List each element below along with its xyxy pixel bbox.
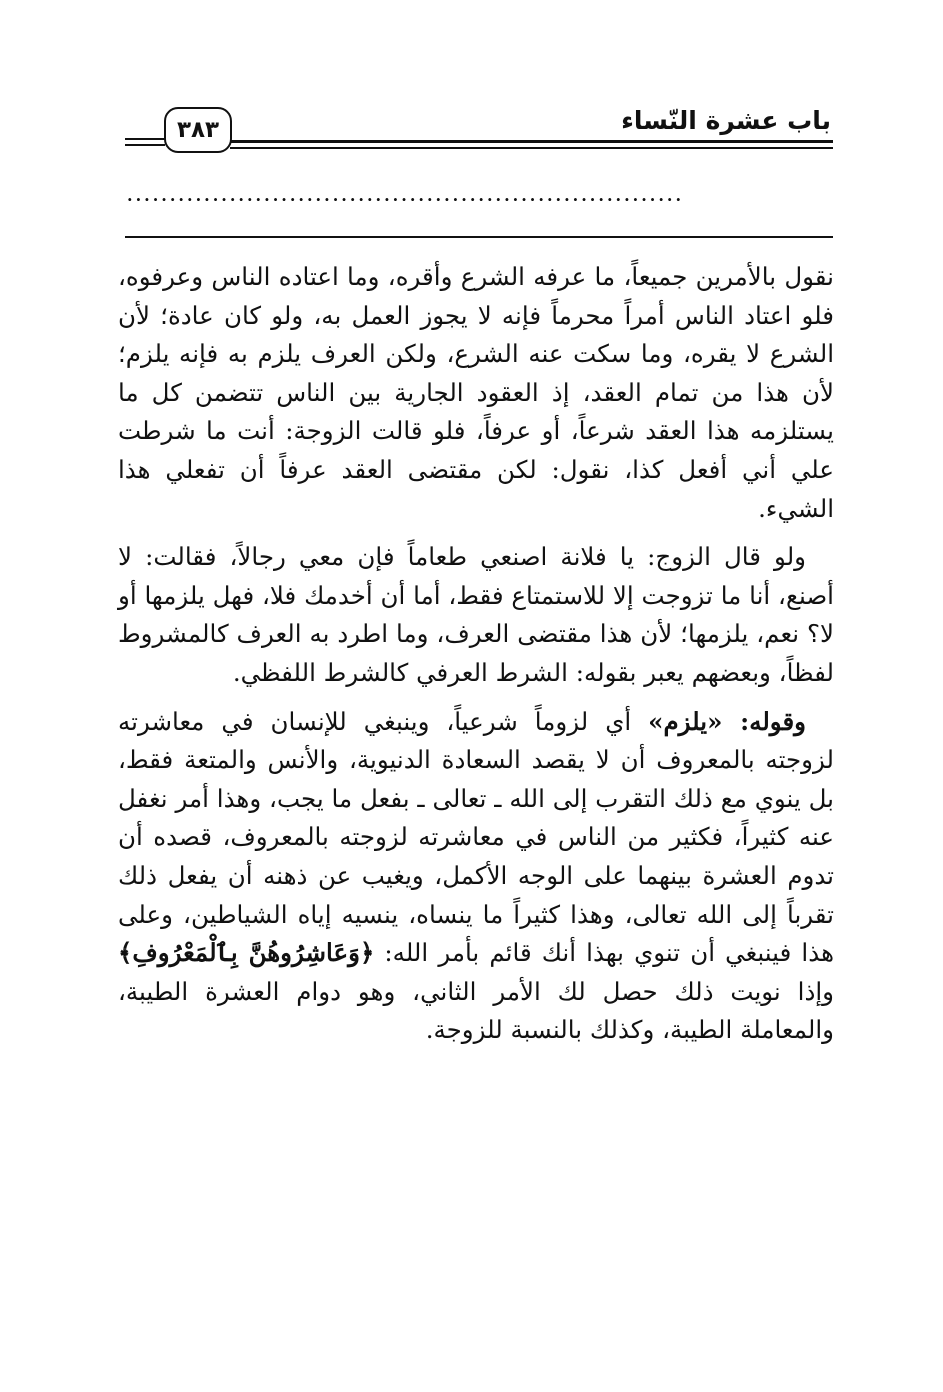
page-number: ٣٨٣ — [176, 117, 220, 143]
paragraph-3-text: أي لزوماً شرعياً، وينبغي للإنسان في معاشرته لزوجته بالمعروف أن لا يقصد السعادة الدنيوية، والأنس والمتعة فقط، بل ينوي مع ذلك التقرب إلى الله ـ تعالى ـ بفعل ما يجب، وهذا أمر نغفل عنه كثيراً، فكثير من الناس في معاشرته لزوجته بالمعروف، قصده أن تدوم العشرة بينهما على الوجه الأكمل، ويغيب عن ذهنه أن يفعل ذلك تقرباً إلى الله تعالى، وهذا كثيراً ما ينساه، ينسيه إياه الشياطين، وعلى هذا فينبغي أن تنوي بهذا أنك قائم بأمر الله: — [118, 706, 834, 968]
chapter-title: باب عشرة النّساء — [621, 106, 831, 135]
paragraph-2: ولو قال الزوج: يا فلانة اصنعي طعاماً فإن معي رجالاً، فقالت: لا أصنع، أنا ما تزوجت إلا للاستمتاع فقط، أما أن أخدمك فلا، فهل يلزمها أو لا؟ نعم، يلزمها؛ لأن هذا مقتضى العرف، وما اطرد به العرف كالمشروط لفظاً، وبعضهم يعبر بقوله: الشرط العرفي كالشرط اللفظي. — [118, 542, 834, 687]
page-body — [118, 258, 834, 1060]
quoted-term: وقوله: «يلزم» — [648, 706, 806, 736]
page-number-box — [164, 107, 232, 153]
quran-verse: ﴿وَعَاشِرُوهُنَّ بِٱلْمَعْرُوفِ﴾ — [118, 938, 375, 968]
header-rule-top — [230, 140, 833, 143]
page-header — [0, 0, 943, 160]
dotted-line: ................................................................. — [127, 186, 685, 205]
header-rule-bottom — [230, 147, 833, 149]
paragraph-3-end: وإذا نويت ذلك حصل لك الأمر الثاني، وهو دوام العشرة الطيبة، والمعاملة الطيبة، وكذلك بالنسبة للزوجة. — [118, 976, 834, 1045]
header-rule-left-top — [125, 138, 165, 140]
paragraph-1: نقول بالأمرين جميعاً، ما عرفه الشرع وأقره، وما اعتاده الناس وعرفوه، فلو اعتاد الناس أمراً محرماً فإنه لا يجوز العمل به، ولو كان عادة؛ لأن الشرع لا يقره، وما سكت عنه الشرع، ولكن العرف يلزم به فإنه يلزم؛ لأن هذا من تمام العقد، إذ العقود الجارية بين الناس تتضمن كل ما يستلزمه هذا العقد شرعاً، أو عرفاً، فلو قالت الزوجة: أنت ما شرطت علي أني أفعل كذا، نقول: لكن مقتضى العقد عرفاً أن تفعلي هذا الشيء. — [118, 262, 834, 523]
header-rule-left-bottom — [125, 144, 165, 146]
paragraph-3 — [118, 703, 834, 1050]
separator-line — [125, 236, 833, 238]
